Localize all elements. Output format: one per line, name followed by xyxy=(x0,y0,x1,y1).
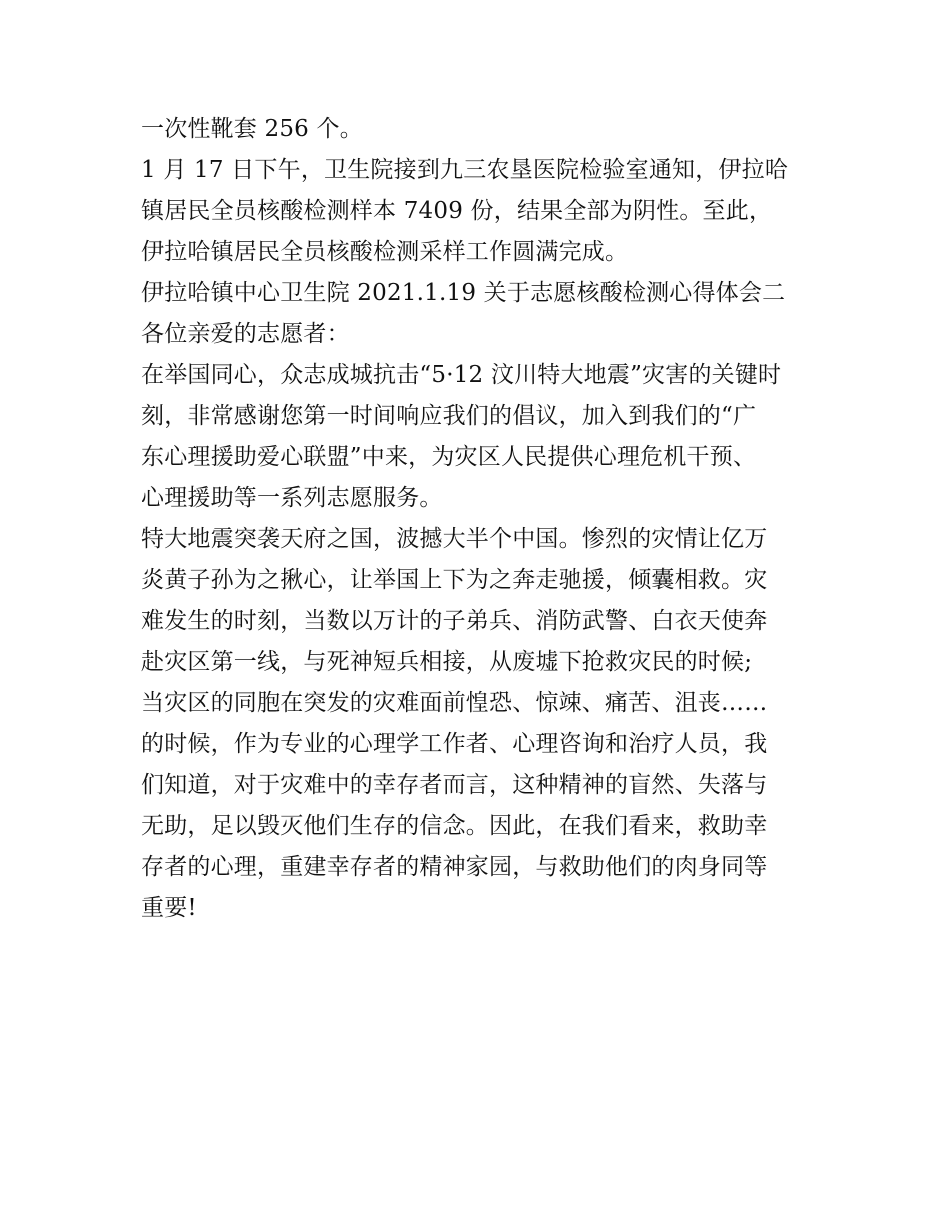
text-line: 各位亲爱的志愿者： xyxy=(141,321,350,347)
text-line: 在举国同心，众志成城抗击“5·12 汶川特大地震”灾害的关键时 xyxy=(141,362,782,388)
text-line: 镇居民全员核酸检测样本 7409 份，结果全部为阴性。至此， xyxy=(141,198,773,224)
text-line: 存者的心理，重建幸存者的精神家园，与救助他们的肉身同等 xyxy=(141,854,768,880)
text-line: 赴灾区第一线，与死神短兵相接，从废墟下抢救灾民的时候; xyxy=(141,649,753,675)
text-line: 炎黄子孙为之揪心，让举国上下为之奔走驰援，倾囊相救。灾 xyxy=(141,567,768,593)
text-line: 一次性靴套 256 个。 xyxy=(141,116,363,142)
text-line: 无助，足以毁灭他们生存的信念。因此，在我们看来，救助幸 xyxy=(141,813,768,839)
text-line: 伊拉哈镇中心卫生院 2021.1.19 关于志愿核酸检测心得体会二 xyxy=(141,280,786,306)
text-line: 重要! xyxy=(141,895,197,921)
text-line: 特大地震突袭天府之国，波撼大半个中国。惨烈的灾情让亿万 xyxy=(141,526,768,552)
text-line: 心理援助等一系列志愿服务。 xyxy=(141,485,443,511)
text-line: 刻，非常感谢您第一时间响应我们的倡议，加入到我们的“广 xyxy=(141,403,757,429)
text-line: 的时候，作为专业的心理学工作者、心理咨询和治疗人员，我 xyxy=(141,731,768,757)
text-line: 当灾区的同胞在突发的灾难面前惶恐、惊竦、痛苦、沮丧…… xyxy=(141,690,768,716)
text-line: 们知道，对于灾难中的幸存者而言，这种精神的盲然、失落与 xyxy=(141,772,768,798)
text-line: 东心理援助爱心联盟”中来，为灾区人民提供心理危机干预、 xyxy=(141,444,757,470)
document-body xyxy=(141,109,821,929)
text-line: 1 月 17 日下午，卫生院接到九三农垦医院检验室通知，伊拉哈 xyxy=(141,157,789,183)
text-line: 伊拉哈镇居民全员核酸检测采样工作圆满完成。 xyxy=(141,239,629,265)
text-line: 难发生的时刻，当数以万计的子弟兵、消防武警、白衣天使奔 xyxy=(141,608,768,634)
